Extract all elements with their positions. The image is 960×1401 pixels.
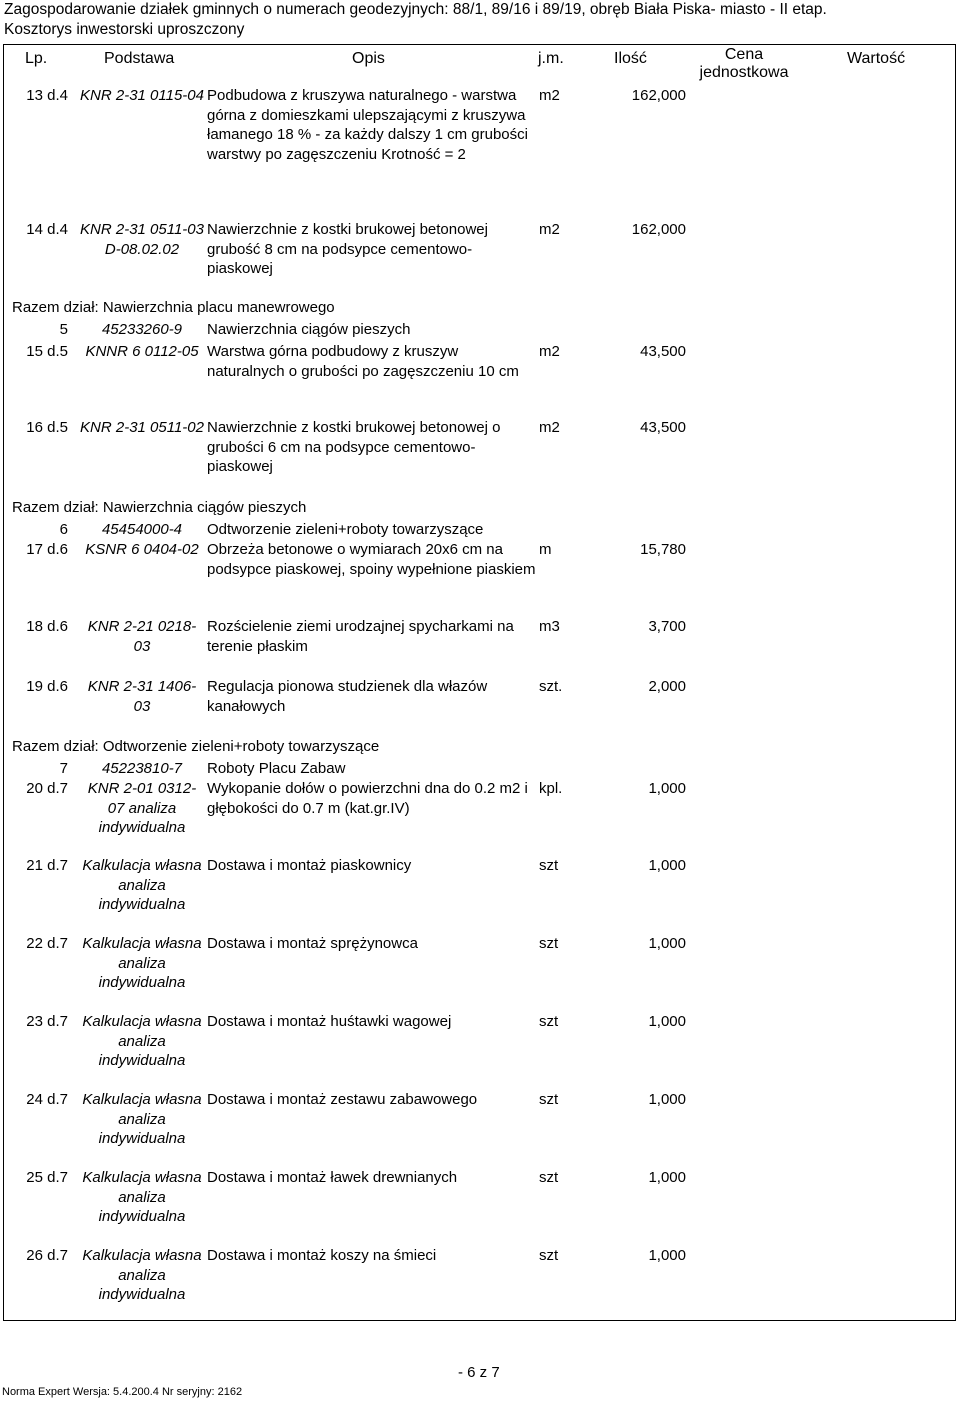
item-podstawa: KNNR 6 0112-05 [85, 343, 199, 360]
column-header-podstawa: Podstawa [104, 50, 175, 67]
item-opis: Dostawa i montaż piaskownicy [207, 857, 412, 874]
item-ilosc: 162,000 [631, 87, 686, 104]
section-total: Razem dział: Nawierzchnia ciągów pieszych [12, 499, 307, 516]
item-jm: m2 [539, 419, 560, 436]
item-lp: 18 d.6 [26, 618, 68, 635]
item-ilosc: 43,500 [640, 419, 686, 436]
section-total: Razem dział: Nawierzchnia placu manewrowego [12, 299, 335, 316]
item-ilosc: 162,000 [631, 221, 686, 238]
section-name: Nawierzchnia ciągów pieszych [207, 321, 411, 338]
document-subtitle: Kosztorys inwestorski uproszczony [4, 21, 245, 38]
document-title: Zagospodarowanie działek gminnych o numerach geodezyjnych: 88/1, 89/16 i 89/19, obręb Biała Piska- miasto - II etap. [4, 1, 827, 18]
item-ilosc: 15,780 [640, 541, 686, 558]
section-number: 6 [59, 521, 68, 538]
item-ilosc: 1,000 [648, 780, 686, 797]
section-total: Razem dział: Odtworzenie zieleni+roboty towarzyszące [12, 738, 380, 755]
item-jm: szt [539, 935, 559, 952]
item-opis: Nawierzchnie z kostki brukowej betonowej o grubości 6 cm na podsypce cementowo-piaskowej [207, 419, 501, 475]
item-jm: m2 [539, 221, 560, 238]
item-lp: 14 d.4 [26, 221, 68, 238]
item-podstawa: KNR 2-31 0511-02 [80, 419, 204, 436]
item-opis: Podbudowa z kruszywa naturalnego - warstwa górna z domieszkami ulepszającymi z kruszywa łamanego 18 % - za każdy dalszy 1 cm grubości warstwy po zagęszczeniu Krotność = 2 [207, 87, 528, 163]
item-lp: 21 d.7 [26, 857, 68, 874]
item-ilosc: 43,500 [640, 343, 686, 360]
item-jm: m3 [539, 618, 560, 635]
item-jm: szt. [539, 678, 563, 695]
item-opis: Dostawa i montaż ławek drewnianych [207, 1169, 458, 1186]
item-podstawa: KNR 2-01 0312-07 analiza indywidualna [87, 780, 197, 836]
column-header-opis: Opis [352, 50, 385, 67]
item-podstawa: Kalkulacja własna analiza indywidualna [82, 1091, 202, 1147]
item-ilosc: 1,000 [648, 1091, 686, 1108]
item-opis: Obrzeża betonowe o wymiarach 20x6 cm na podsypce piaskowej, spoiny wypełnione piaskiem [207, 541, 536, 578]
item-podstawa: KNR 2-31 0511-03 D-08.02.02 [80, 221, 204, 258]
item-opis: Warstwa górna podbudowy z kruszyw naturalnych o grubości po zagęszczeniu 10 cm [207, 343, 519, 380]
item-opis: Dostawa i montaż koszy na śmieci [207, 1247, 437, 1264]
item-opis: Dostawa i montaż huśtawki wagowej [207, 1013, 452, 1030]
item-opis: Dostawa i montaż zestawu zabawowego [207, 1091, 478, 1108]
section-name: Odtworzenie zieleni+roboty towarzyszące [207, 521, 484, 538]
item-ilosc: 1,000 [648, 1247, 686, 1264]
section-name: Roboty Placu Zabaw [207, 760, 346, 777]
item-podstawa: Kalkulacja własna analiza indywidualna [82, 857, 202, 913]
item-opis: Dostawa i montaż sprężynowca [207, 935, 418, 952]
column-header-jm: j.m. [538, 50, 564, 67]
item-jm: szt [539, 1013, 559, 1030]
column-header-cena: Cena jednostkowa [699, 46, 789, 81]
item-podstawa: Kalkulacja własna analiza indywidualna [82, 1247, 202, 1303]
item-lp: 26 d.7 [26, 1247, 68, 1264]
item-jm: szt [539, 1091, 559, 1108]
item-jm: m2 [539, 343, 560, 360]
section-number: 5 [59, 321, 68, 338]
item-opis: Nawierzchnie z kostki brukowej betonowej grubość 8 cm na podsypce cementowo-piaskowej [207, 221, 488, 277]
item-jm: m [539, 541, 552, 558]
item-lp: 16 d.5 [26, 419, 68, 436]
item-podstawa: Kalkulacja własna analiza indywidualna [82, 1013, 202, 1069]
item-podstawa: KNR 2-31 0115-04 [80, 87, 204, 104]
column-header-lp: Lp. [25, 50, 48, 67]
item-lp: 23 d.7 [26, 1013, 68, 1030]
item-jm: szt [539, 1247, 559, 1264]
item-ilosc: 1,000 [648, 1013, 686, 1030]
item-lp: 22 d.7 [26, 935, 68, 952]
item-lp: 15 d.5 [26, 343, 68, 360]
item-jm: m2 [539, 87, 560, 104]
item-podstawa: KSNR 6 0404-02 [85, 541, 199, 558]
item-podstawa: KNR 2-31 1406-03 [87, 678, 197, 715]
item-ilosc: 3,700 [648, 618, 686, 635]
section-number: 7 [59, 760, 68, 777]
item-podstawa: Kalkulacja własna analiza indywidualna [82, 935, 202, 991]
item-lp: 24 d.7 [26, 1091, 68, 1108]
item-ilosc: 1,000 [648, 935, 686, 952]
item-opis: Regulacja pionowa studzienek dla włazów kanałowych [207, 678, 488, 715]
column-header-wartosc: Wartość [847, 50, 906, 67]
item-jm: szt [539, 1169, 559, 1186]
item-opis: Rozścielenie ziemi urodzajnej spycharkami na terenie płaskim [207, 618, 514, 655]
column-header-ilosc: Ilość [614, 50, 647, 67]
page-number: - 6 z 7 [458, 1364, 500, 1381]
item-ilosc: 1,000 [648, 857, 686, 874]
section-code: 45223810-7 [101, 760, 183, 777]
item-jm: szt [539, 857, 559, 874]
item-jm: kpl. [539, 780, 563, 797]
item-lp: 13 d.4 [26, 87, 68, 104]
item-lp: 19 d.6 [26, 678, 68, 695]
item-lp: 20 d.7 [26, 780, 68, 797]
section-code: 45233260-9 [101, 321, 183, 338]
item-lp: 17 d.6 [26, 541, 68, 558]
item-opis: Wykopanie dołów o powierzchni dna do 0.2 m2 i głębokości do 0.7 m (kat.gr.IV) [207, 780, 528, 817]
item-ilosc: 2,000 [648, 678, 686, 695]
item-podstawa: KNR 2-21 0218-03 [87, 618, 197, 655]
software-info: Norma Expert Wersja: 5.4.200.4 Nr seryjny: 2162 [2, 1386, 243, 1398]
item-podstawa: Kalkulacja własna analiza indywidualna [82, 1169, 202, 1225]
item-ilosc: 1,000 [648, 1169, 686, 1186]
item-lp: 25 d.7 [26, 1169, 68, 1186]
section-code: 45454000-4 [101, 521, 183, 538]
